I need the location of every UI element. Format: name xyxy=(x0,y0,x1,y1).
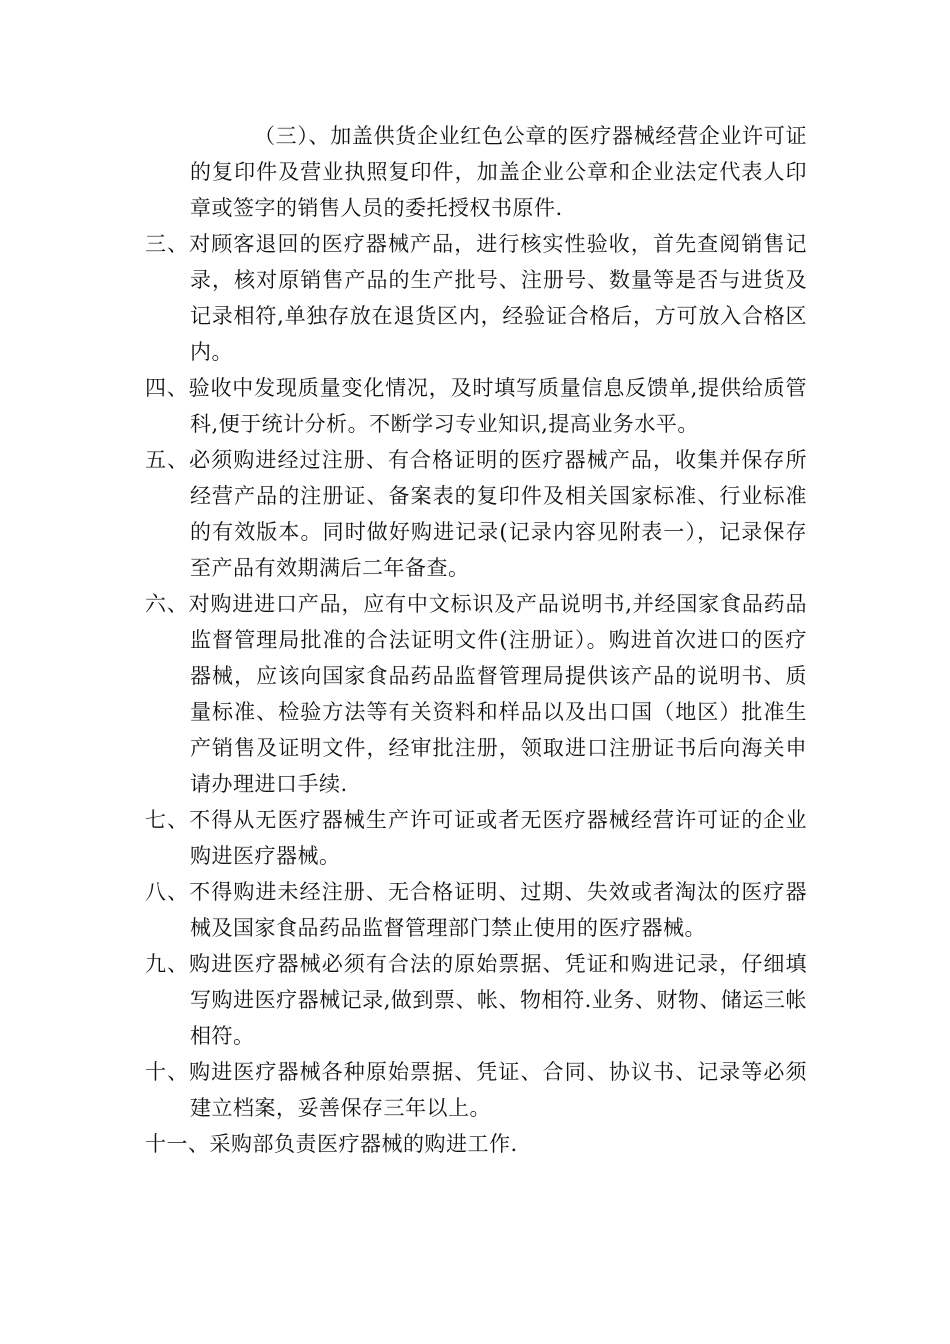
paragraph-item-8: 八、不得购进未经注册、无合格证明、过期、失效或者淘汰的医疗器械及国家食品药品监督管理部门禁止使用的医疗器械。 xyxy=(145,880,807,940)
paragraph-item-3: 三、对顾客退回的医疗器械产品，进行核实性验收，首先查阅销售记录，核对原销售产品的生产批号、注册号、数量等是否与进货及记录相符,单独存放在退货区内，经验证合格后，方可放入合格区内。 xyxy=(145,232,807,364)
document-body xyxy=(145,118,807,1162)
paragraph-item-6: 六、对购进进口产品，应有中文标识及产品说明书,并经国家食品药品监督管理局批准的合法证明文件(注册证）。购进首次进口的医疗器械，应该向国家食品药品监督管理局提供该产品的说明书、质量标准、检验方法等有关资料和样品以及出口国（地区）批准生产销售及证明文件，经审批注册，领取进口注册证书后向海关申请办理进口手续. xyxy=(145,592,807,796)
paragraph-item-10: 十、购进医疗器械各种原始票据、凭证、合同、协议书、记录等必须建立档案，妥善保存三年以上。 xyxy=(145,1060,807,1120)
paragraph-sub-item-3: （三）、加盖供货企业红色公章的医疗器械经营企业许可证的复印件及营业执照复印件，加盖企业公章和企业法定代表人印章或签字的销售人员的委托授权书原件. xyxy=(190,124,807,220)
paragraph-item-7: 七、不得从无医疗器械生产许可证或者无医疗器械经营许可证的企业购进医疗器械。 xyxy=(145,808,807,868)
paragraph-item-11: 十一、采购部负责医疗器械的购进工作. xyxy=(145,1132,518,1156)
paragraph-item-4: 四、验收中发现质量变化情况，及时填写质量信息反馈单,提供给质管科,便于统计分析。不断学习专业知识,提高业务水平。 xyxy=(145,376,807,436)
paragraph-item-9: 九、购进医疗器械必须有合法的原始票据、凭证和购进记录，仔细填写购进医疗器械记录,做到票、帐、物相符.业务、财物、储运三帐相符。 xyxy=(145,952,807,1048)
paragraph-item-5: 五、必须购进经过注册、有合格证明的医疗器械产品，收集并保存所经营产品的注册证、备案表的复印件及相关国家标准、行业标准的有效版本。同时做好购进记录(记录内容见附表一），记录保存至产品有效期满后二年备查。 xyxy=(145,448,807,580)
